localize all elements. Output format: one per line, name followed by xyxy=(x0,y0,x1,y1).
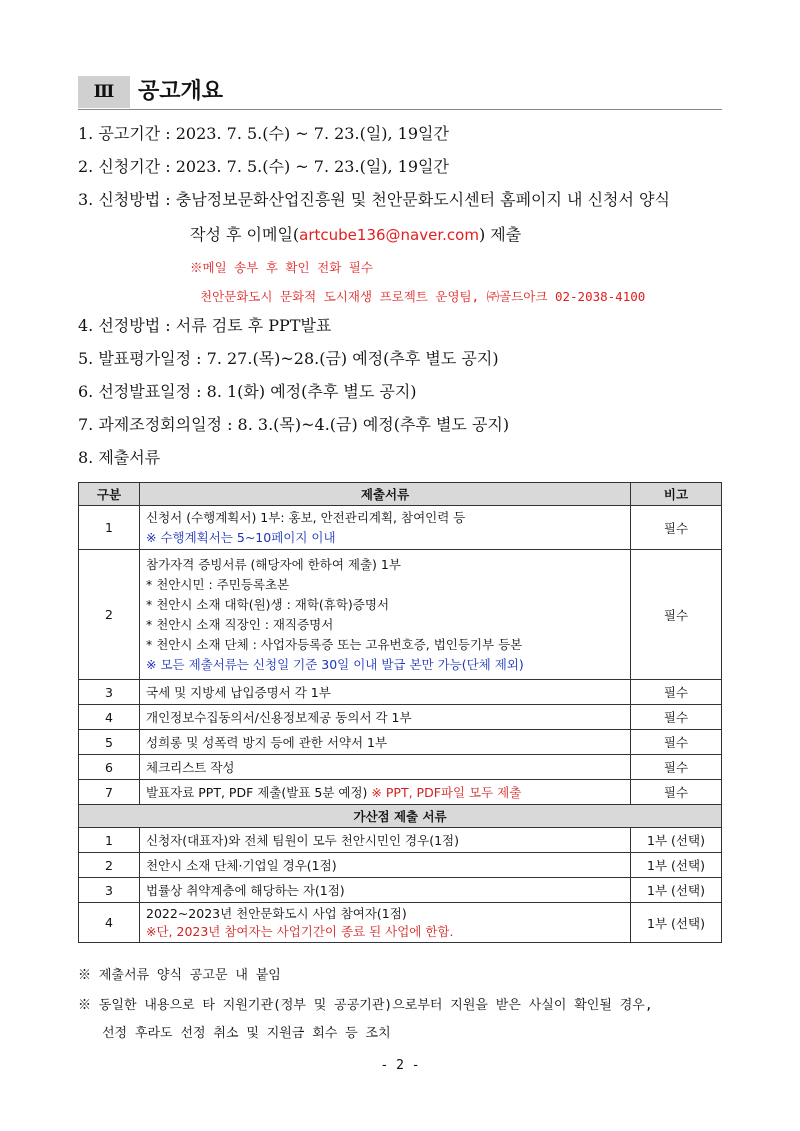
row-text: 체크리스트 작성 xyxy=(140,755,631,780)
row-text: 신청자(대표자)와 전체 팀원이 모두 천안시민인 경우(1점) xyxy=(140,828,631,853)
row-number: 3 xyxy=(79,878,140,903)
row-text: 2022~2023년 천안문화도시 사업 참여자(1점) xyxy=(146,905,407,921)
section-divider xyxy=(78,109,722,110)
row-remark: 1부 (선택) xyxy=(631,878,722,903)
table-row xyxy=(79,903,722,943)
section-title: 공고개요 xyxy=(138,79,224,104)
item-value: 2023. 7. 5.(수) ~ 7. 23.(일), 19일간 xyxy=(175,157,449,176)
row-content xyxy=(140,780,631,805)
item-label: 1. 공고기간 : xyxy=(78,124,171,143)
row-content xyxy=(140,903,631,943)
row-text: * 천안시 소재 직장인 : 재직증명서 xyxy=(146,616,334,632)
table-row xyxy=(79,705,722,730)
table-row xyxy=(79,755,722,780)
item-announcement-schedule: 6. 선정발표일정 : 8. 1(화) 예정(추후 별도 공지) xyxy=(78,382,417,401)
row-text: 발표자료 PPT, PDF 제출(발표 5분 예정) xyxy=(146,785,372,800)
row-number: 4 xyxy=(79,705,140,730)
item-application-period xyxy=(78,157,449,177)
row-note: ※ 수행계획서는 5~10페이지 이내 xyxy=(146,529,336,545)
contact-note: 천안문화도시 문화적 도시재생 프로젝트 운영팀, ㈜골드아크 02-2038-4100 xyxy=(200,289,646,304)
table-row xyxy=(79,878,722,903)
footnote-duplicate-support: ※ 동일한 내용으로 타 지원기관(정부 및 공공기관)으로부터 지원을 받은 사실이 확인될 경우, xyxy=(78,998,653,1013)
row-remark: 필수 xyxy=(631,550,722,680)
row-number: 6 xyxy=(79,755,140,780)
table-header-row xyxy=(79,483,722,506)
apply-text-post: ) 제출 xyxy=(478,225,522,244)
email-link[interactable]: artcube136@naver.com xyxy=(299,226,479,244)
application-method-line2 xyxy=(190,225,521,245)
row-remark: 필수 xyxy=(631,755,722,780)
row-number: 3 xyxy=(79,680,140,705)
row-number: 2 xyxy=(79,550,140,680)
table-row xyxy=(79,680,722,705)
item-presentation-schedule: 5. 발표평가일정 : 7. 27.(목)~28.(금) 예정(추후 별도 공지) xyxy=(78,349,499,368)
apply-text-pre: 작성 후 이메일( xyxy=(190,225,300,244)
row-text: 성희롱 및 성폭력 방지 등에 관한 서약서 1부 xyxy=(140,730,631,755)
footnote-attachment: ※ 제출서류 양식 공고문 내 붙임 xyxy=(78,968,281,983)
item-value: 충남정보문화산업진흥원 및 천안문화도시센터 홈페이지 내 신청서 양식 xyxy=(175,190,670,209)
table-row xyxy=(79,828,722,853)
header-remark: 비고 xyxy=(631,483,722,506)
table-row xyxy=(79,506,722,550)
table-row xyxy=(79,550,722,680)
row-content xyxy=(140,506,631,550)
item-adjustment-meeting: 7. 과제조정회의일정 : 8. 3.(목)~4.(금) 예정(추후 별도 공지) xyxy=(78,415,510,434)
row-red-note: ※ PPT, PDF파일 모두 제출 xyxy=(371,785,522,800)
row-red-note: ※단, 2023년 참여자는 사업기간이 종료 된 사업에 한함. xyxy=(146,923,454,939)
row-text: * 천안시민 : 주민등록초본 xyxy=(146,576,290,592)
table-row xyxy=(79,730,722,755)
item-label: 2. 신청기간 : xyxy=(78,157,171,176)
section-header xyxy=(78,74,722,110)
row-text: * 천안시 소재 단체 : 사업자등록증 또는 고유번호증, 법인등기부 등본 xyxy=(146,636,523,652)
row-remark: 필수 xyxy=(631,705,722,730)
row-remark: 필수 xyxy=(631,506,722,550)
header-category: 구분 xyxy=(79,483,140,506)
bonus-header: 가산점 제출 서류 xyxy=(79,805,722,828)
row-text: 참가자격 증빙서류 (해당자에 한하여 제출) 1부 xyxy=(146,556,401,572)
row-number: 1 xyxy=(79,506,140,550)
item-required-documents: 8. 제출서류 xyxy=(78,448,161,467)
row-number: 7 xyxy=(79,780,140,805)
header-documents: 제출서류 xyxy=(140,483,631,506)
row-note: ※ 모든 제출서류는 신청일 기준 30일 이내 발급 본만 가능(단체 제외) xyxy=(146,656,524,672)
item-value: 2023. 7. 5.(수) ~ 7. 23.(일), 19일간 xyxy=(175,124,449,143)
row-text: 신청서 (수행계획서) 1부: 홍보, 안전관리계획, 참여인력 등 xyxy=(146,509,466,525)
row-remark: 필수 xyxy=(631,780,722,805)
row-number: 2 xyxy=(79,853,140,878)
row-number: 5 xyxy=(79,730,140,755)
row-text: 법률상 취약계층에 해당하는 자(1점) xyxy=(140,878,631,903)
item-label: 3. 신청방법 : xyxy=(78,190,171,209)
row-remark: 1부 (선택) xyxy=(631,853,722,878)
row-text: 개인정보수집동의서/신용정보제공 동의서 각 1부 xyxy=(140,705,631,730)
item-application-method xyxy=(78,190,670,210)
page-number: - 2 - xyxy=(380,1058,420,1073)
row-number: 4 xyxy=(79,903,140,943)
row-remark: 1부 (선택) xyxy=(631,828,722,853)
email-note: ※메일 송부 후 확인 전화 필수 xyxy=(190,260,373,275)
documents-table xyxy=(78,482,722,943)
table-row xyxy=(79,853,722,878)
row-number: 1 xyxy=(79,828,140,853)
bonus-header-row xyxy=(79,805,722,828)
row-remark: 필수 xyxy=(631,680,722,705)
row-content xyxy=(140,550,631,680)
row-text: 국세 및 지방세 납입증명서 각 1부 xyxy=(140,680,631,705)
item-announcement-period xyxy=(78,124,449,144)
section-number: Ⅲ xyxy=(78,76,130,108)
row-text: * 천안시 소재 대학(원)생 : 재학(휴학)증명서 xyxy=(146,596,390,612)
table-row xyxy=(79,780,722,805)
footnote-duplicate-support-cont: 선정 후라도 선정 취소 및 지원금 회수 등 조치 xyxy=(102,1026,391,1041)
row-text: 천안시 소재 단체·기업일 경우(1점) xyxy=(140,853,631,878)
item-selection-method: 4. 선정방법 : 서류 검토 후 PPT발표 xyxy=(78,316,332,335)
row-remark: 1부 (선택) xyxy=(631,903,722,943)
row-remark: 필수 xyxy=(631,730,722,755)
